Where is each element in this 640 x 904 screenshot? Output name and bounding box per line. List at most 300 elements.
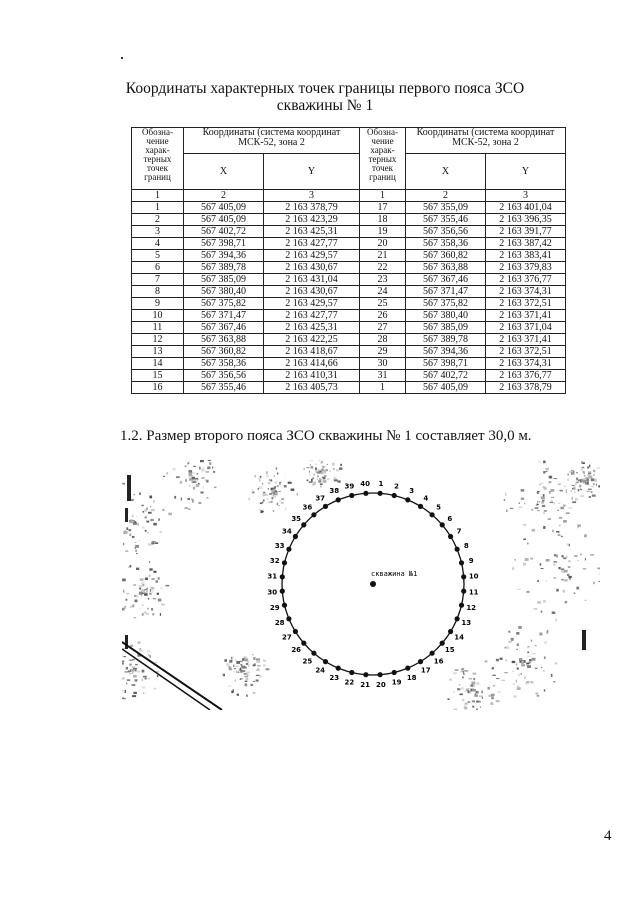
map-speckle <box>304 468 305 470</box>
map-speckle <box>263 664 266 667</box>
map-speckle <box>224 659 227 662</box>
map-speckle <box>274 486 276 489</box>
map-speckle <box>142 679 143 681</box>
map-speckle <box>598 581 600 582</box>
map-speckle <box>148 678 151 680</box>
map-speckle <box>148 654 149 656</box>
map-speckle <box>145 530 147 532</box>
boundary-point-label: 28 <box>274 619 285 628</box>
table-cell-n2: 1 <box>360 382 406 394</box>
map-speckle <box>263 493 267 496</box>
map-speckle <box>254 475 256 477</box>
boundary-point-label: 19 <box>391 678 402 687</box>
map-speckle <box>193 466 196 467</box>
table-cell-n1: 14 <box>132 358 184 370</box>
map-speckle <box>556 531 559 532</box>
map-speckle <box>140 578 144 581</box>
table-cell-x2: 567 389,78 <box>406 334 486 346</box>
map-speckle <box>541 502 544 503</box>
map-speckle <box>531 509 533 511</box>
map-speckle <box>571 490 572 492</box>
boundary-point-label: 4 <box>423 494 429 503</box>
map-speckle <box>333 469 335 470</box>
boundary-point-label: 17 <box>420 666 431 675</box>
map-speckle <box>125 551 128 552</box>
map-speckle <box>307 480 309 482</box>
map-speckle <box>525 558 529 561</box>
map-speckle <box>516 680 517 683</box>
map-speckle <box>464 707 468 710</box>
header-point-left: Обозна-чение харак-терных точек границ <box>132 128 184 190</box>
map-speckle <box>181 498 182 501</box>
map-speckle <box>532 653 535 654</box>
map-speckle <box>248 664 249 667</box>
map-speckle <box>271 480 273 482</box>
table-cell-y1: 2 163 378,79 <box>264 202 360 214</box>
map-speckle <box>279 500 281 501</box>
table-cell-n1: 15 <box>132 370 184 382</box>
map-speckle <box>319 460 321 461</box>
map-speckle <box>572 501 576 503</box>
table-cell-y2: 2 163 371,41 <box>486 334 566 346</box>
map-speckle <box>145 678 147 680</box>
map-speckle <box>588 473 591 475</box>
map-speckle <box>281 498 284 500</box>
map-speckle <box>568 576 571 578</box>
map-speckle <box>558 503 561 504</box>
table-cell-n1: 2 <box>132 214 184 226</box>
table-cell-n1: 4 <box>132 238 184 250</box>
table-cell-y2: 2 163 372,51 <box>486 346 566 358</box>
boundary-point-label: 20 <box>376 681 386 690</box>
map-speckle <box>207 466 210 469</box>
map-speckle <box>589 485 590 486</box>
map-speckle <box>122 661 124 663</box>
map-speckle <box>580 489 582 491</box>
map-speckle <box>146 521 149 523</box>
map-speckle <box>581 469 583 470</box>
map-speckle <box>140 608 141 610</box>
map-speckle <box>256 670 260 671</box>
map-speckle <box>493 675 496 676</box>
map-speckle <box>268 502 270 503</box>
boundary-point-label: 40 <box>360 479 370 488</box>
map-speckle <box>253 657 255 660</box>
map-speckle <box>262 483 263 485</box>
table-cell-y2: 2 163 371,04 <box>486 322 566 334</box>
map-speckle <box>549 491 550 494</box>
map-speckle <box>454 709 458 710</box>
map-speckle <box>274 475 275 477</box>
site-map-drawing <box>122 460 600 710</box>
map-speckle <box>530 558 533 560</box>
map-speckle <box>596 484 597 486</box>
map-speckle <box>143 676 147 678</box>
map-speckle <box>235 666 238 667</box>
map-speckle <box>259 509 260 510</box>
table-cell-y2: 2 163 396,35 <box>486 214 566 226</box>
map-speckle <box>496 678 499 679</box>
map-speckle <box>176 476 180 478</box>
map-speckle <box>468 701 471 703</box>
map-speckle <box>233 665 234 668</box>
map-speckle <box>246 695 248 697</box>
map-speckle <box>551 489 555 492</box>
boundary-point-label: 29 <box>269 604 280 613</box>
map-speckle <box>541 568 544 569</box>
map-speckle <box>549 559 550 560</box>
map-speckle <box>472 689 476 692</box>
map-speckle <box>154 542 158 544</box>
map-speckle <box>581 479 585 480</box>
map-speckle <box>278 505 280 506</box>
map-speckle <box>254 680 255 681</box>
map-speckle <box>212 467 213 469</box>
map-speckle <box>122 690 124 691</box>
map-speckle <box>593 582 595 585</box>
map-speckle <box>130 565 132 568</box>
map-speckle <box>317 479 318 481</box>
map-speckle <box>240 668 241 671</box>
map-speckle <box>149 655 150 658</box>
header-y-right: Y <box>486 154 566 190</box>
map-speckle <box>157 593 159 595</box>
map-speckle <box>174 496 176 499</box>
map-speckle <box>138 642 141 644</box>
map-speckle <box>144 593 147 595</box>
map-speckle <box>137 515 138 518</box>
map-speckle <box>524 677 526 679</box>
map-speckle <box>189 470 193 473</box>
map-speckle <box>535 645 537 646</box>
map-speckle <box>488 687 491 690</box>
boundary-point-label: 3 <box>409 487 415 496</box>
table-row <box>132 274 566 286</box>
map-speckle <box>574 492 575 493</box>
table-cell-x2: 567 367,46 <box>406 274 486 286</box>
map-speckle <box>531 640 532 642</box>
map-speckle <box>551 500 553 502</box>
map-speckle <box>334 479 338 481</box>
map-speckle <box>122 677 124 680</box>
map-speckle <box>168 513 172 516</box>
map-speckle <box>543 670 545 671</box>
boundary-point-label: 27 <box>282 633 292 642</box>
table-cell-x2: 567 394,36 <box>406 346 486 358</box>
map-speckle <box>188 509 190 510</box>
map-speckle <box>589 465 590 468</box>
map-speckle <box>556 589 559 592</box>
table-cell-x1: 567 375,82 <box>184 298 264 310</box>
map-background-texture <box>122 460 600 710</box>
map-speckle <box>125 690 126 693</box>
map-speckle <box>187 498 190 500</box>
map-speckle <box>530 681 533 683</box>
map-speckle <box>513 683 515 684</box>
map-speckle <box>562 555 564 557</box>
map-speckle <box>497 691 500 693</box>
boundary-point <box>349 493 354 498</box>
table-cell-y1: 2 163 405,73 <box>264 382 360 394</box>
boundary-point <box>440 641 445 646</box>
map-speckle <box>152 590 154 593</box>
map-speckle <box>473 678 475 680</box>
map-mark <box>582 630 586 650</box>
table-cell-x1: 567 356,56 <box>184 370 264 382</box>
map-speckle <box>558 535 561 536</box>
map-speckle <box>317 475 319 477</box>
map-speckle <box>126 527 128 530</box>
map-speckle <box>139 540 141 541</box>
table-cell-n1: 12 <box>132 334 184 346</box>
map-speckle <box>480 706 481 708</box>
map-speckle <box>320 471 321 473</box>
map-speckle <box>496 659 499 662</box>
map-speckle <box>550 502 554 503</box>
map-speckle <box>131 499 134 501</box>
boundary-point-label: 2 <box>394 482 400 491</box>
map-speckle <box>151 509 155 511</box>
map-speckle <box>124 531 128 534</box>
map-speckle <box>244 667 246 669</box>
map-speckle <box>594 479 597 482</box>
header-x-left: X <box>184 154 264 190</box>
map-speckle <box>306 467 309 468</box>
map-speckle <box>246 671 250 673</box>
map-speckle <box>568 507 572 509</box>
map-speckle <box>457 688 460 690</box>
table-cell-y1: 2 163 427,77 <box>264 310 360 322</box>
map-speckle <box>537 492 539 494</box>
map-speckle <box>339 468 342 470</box>
map-speckle <box>588 489 592 490</box>
map-speckle <box>256 675 260 676</box>
map-speckle <box>575 483 576 486</box>
boundary-point-label: 18 <box>406 673 417 682</box>
table-cell-x2: 567 355,46 <box>406 214 486 226</box>
map-speckle <box>563 557 566 559</box>
map-speckle <box>150 519 154 521</box>
map-speckle <box>527 652 529 654</box>
table-cell-y2: 2 163 401,04 <box>486 202 566 214</box>
map-speckle <box>137 523 139 526</box>
map-speckle <box>571 472 574 475</box>
map-speckle <box>158 518 160 520</box>
map-speckle <box>532 658 536 661</box>
map-speckle <box>585 558 586 561</box>
map-speckle <box>297 493 298 496</box>
map-speckle <box>573 487 575 489</box>
map-speckle <box>583 471 585 474</box>
map-speckle <box>192 500 194 503</box>
map-speckle <box>535 668 538 669</box>
map-speckle <box>245 683 248 686</box>
table-cell-x1: 567 363,88 <box>184 334 264 346</box>
boundary-point <box>301 641 306 646</box>
table-row <box>132 370 566 382</box>
boundary-line <box>122 642 222 710</box>
boundary-point-label: 26 <box>291 646 302 655</box>
map-speckle <box>543 471 545 473</box>
second-zone-paragraph: 1.2. Размер второго пояса ЗСО скважины № 1 составляет 30,0 м. <box>120 428 532 444</box>
map-speckle <box>551 674 553 677</box>
map-speckle <box>251 489 253 492</box>
col-number: 1 <box>360 190 406 202</box>
map-speckle <box>461 669 462 670</box>
table-cell-y2: 2 163 371,41 <box>486 310 566 322</box>
map-speckle <box>508 641 511 642</box>
map-speckle <box>569 544 570 547</box>
table-cell-n2: 26 <box>360 310 406 322</box>
map-speckle <box>518 674 520 676</box>
table-row <box>132 250 566 262</box>
map-speckle <box>544 510 547 511</box>
map-speckle <box>312 484 315 486</box>
map-speckle <box>521 673 522 674</box>
map-speckle <box>136 568 139 570</box>
site-map <box>122 460 600 710</box>
boundary-point-label: 31 <box>267 572 278 581</box>
boundary-point <box>349 670 354 675</box>
map-speckle <box>153 501 154 503</box>
table-cell-x2: 567 363,88 <box>406 262 486 274</box>
table-cell-x1: 567 355,46 <box>184 382 264 394</box>
map-speckle <box>136 595 138 598</box>
map-speckle <box>133 668 137 669</box>
map-speckle <box>256 680 259 682</box>
map-speckle <box>554 588 555 589</box>
map-speckle <box>588 476 592 479</box>
table-cell-x2: 567 405,09 <box>406 382 486 394</box>
stray-mark <box>121 57 123 59</box>
map-speckle <box>539 484 541 486</box>
map-speckle <box>122 698 124 699</box>
map-speckle <box>229 667 232 670</box>
boundary-point <box>392 670 397 675</box>
map-speckle <box>158 577 160 580</box>
boundary-point <box>430 651 435 656</box>
map-speckle <box>543 526 545 529</box>
map-speckle <box>546 580 548 581</box>
table-cell-y2: 2 163 376,77 <box>486 274 566 286</box>
table-row <box>132 358 566 370</box>
map-speckle <box>167 472 169 474</box>
map-speckle <box>476 701 479 703</box>
boundary-point <box>293 629 298 634</box>
table-row <box>132 202 566 214</box>
map-speckle <box>152 613 154 615</box>
map-speckle <box>132 670 133 673</box>
map-speckle <box>284 485 287 488</box>
table-cell-y2: 2 163 372,51 <box>486 298 566 310</box>
map-speckle <box>505 493 506 496</box>
map-speckle <box>149 496 152 499</box>
map-speckle <box>136 553 138 554</box>
boundary-point <box>459 603 464 608</box>
map-speckle <box>321 461 323 463</box>
table-cell-x1: 567 367,46 <box>184 322 264 334</box>
map-speckle <box>582 480 586 483</box>
map-speckle <box>277 485 279 487</box>
map-speckle <box>244 676 248 677</box>
map-speckle <box>143 692 144 693</box>
table-cell-x1: 567 358,36 <box>184 358 264 370</box>
boundary-point-label: 9 <box>468 556 474 565</box>
map-speckle <box>541 667 542 668</box>
map-speckle <box>201 492 204 494</box>
map-speckle <box>273 489 276 490</box>
col-number: 3 <box>486 190 566 202</box>
table-cell-y2: 2 163 376,77 <box>486 370 566 382</box>
map-speckle <box>473 673 477 675</box>
map-speckle <box>266 668 270 670</box>
map-speckle <box>539 633 542 636</box>
map-speckle <box>561 536 563 537</box>
map-speckle <box>521 498 524 500</box>
map-speckle <box>556 555 558 558</box>
map-speckle <box>575 499 578 501</box>
map-speckle <box>134 521 136 523</box>
map-speckle <box>122 608 125 611</box>
map-speckle <box>291 489 295 491</box>
map-speckle <box>309 471 310 473</box>
map-speckle <box>228 666 230 667</box>
map-speckle <box>281 502 284 503</box>
map-speckle <box>593 470 595 473</box>
map-speckle <box>543 461 546 464</box>
map-speckle <box>275 494 278 495</box>
map-speckle <box>148 543 151 545</box>
boundary-point <box>455 616 460 621</box>
map-speckle <box>158 599 162 602</box>
map-speckle <box>588 471 592 472</box>
table-row <box>132 214 566 226</box>
table-cell-y2: 2 163 379,83 <box>486 262 566 274</box>
map-speckle <box>147 650 151 653</box>
table-cell-y2: 2 163 378,79 <box>486 382 566 394</box>
boundary-point <box>378 491 383 496</box>
header-coords-right: Координаты (система координат МСК-52, зона 2 <box>406 128 566 154</box>
map-speckle <box>538 461 540 462</box>
map-speckle <box>568 473 569 475</box>
map-speckle <box>489 695 492 697</box>
map-speckle <box>142 670 145 673</box>
map-speckle <box>151 608 153 611</box>
map-mark <box>127 475 131 501</box>
map-speckle <box>589 496 591 497</box>
map-speckle <box>135 545 139 548</box>
map-speckle <box>526 591 529 593</box>
map-speckle <box>464 670 468 671</box>
table-cell-n1: 1 <box>132 202 184 214</box>
map-speckle <box>133 692 137 694</box>
map-speckle <box>559 525 560 527</box>
map-speckle <box>288 482 292 484</box>
map-speckle <box>523 563 526 566</box>
table-cell-y1: 2 163 414,66 <box>264 358 360 370</box>
map-speckle <box>517 649 518 650</box>
map-speckle <box>577 525 581 527</box>
map-speckle <box>555 662 558 664</box>
map-speckle <box>146 590 148 592</box>
map-speckle <box>459 684 460 686</box>
boundary-point <box>440 522 445 527</box>
map-speckle <box>149 561 150 563</box>
map-speckle <box>146 588 148 590</box>
map-speckle <box>270 501 273 503</box>
table-cell-y1: 2 163 410,31 <box>264 370 360 382</box>
map-speckle <box>150 506 151 507</box>
